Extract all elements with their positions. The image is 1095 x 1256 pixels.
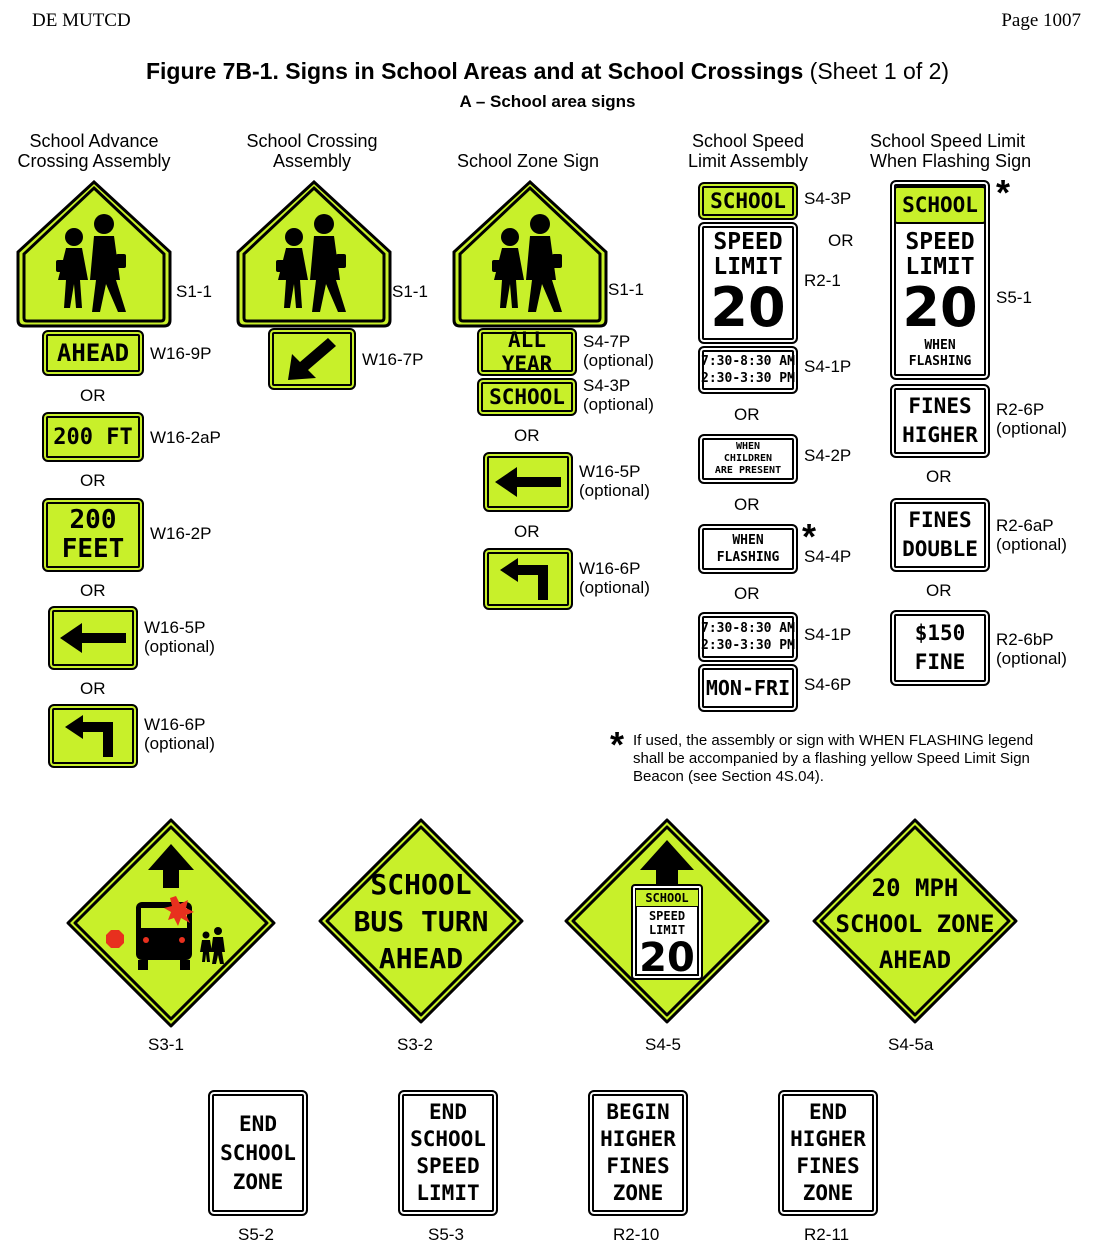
times-plaque-1-line1: 7:30-8:30 AM bbox=[701, 354, 795, 369]
begin-higher-fines-zone-sign bbox=[588, 1090, 688, 1216]
times-plaque-1-line2: 2:30-3:30 PM bbox=[701, 371, 795, 386]
s51-value: 20 bbox=[902, 276, 978, 339]
all-year-optional: (optional) bbox=[583, 351, 654, 370]
col1-heading-line1: School Advance bbox=[29, 131, 159, 151]
col1-turn-code-text: W16-6P bbox=[144, 715, 206, 734]
fine-150-optional: (optional) bbox=[996, 649, 1067, 668]
s3-1-code: S3-1 bbox=[148, 1035, 184, 1054]
end-higher-fines-zone-sign bbox=[778, 1090, 878, 1216]
times-plaque-2-line2: 2:30-3:30 PM bbox=[701, 638, 795, 653]
col4-or-1: OR bbox=[734, 405, 760, 424]
s4-5-limit: LIMIT bbox=[648, 923, 686, 937]
children-line3: ARE PRESENT bbox=[714, 465, 782, 476]
left-turn-arrow-icon bbox=[498, 556, 558, 602]
s4-5-speed-panel bbox=[631, 884, 703, 980]
s4-5-speed: SPEED bbox=[648, 909, 686, 923]
200-feet-plaque-code: W16-2P bbox=[150, 524, 212, 543]
fine-150-code-text: R2-6bP bbox=[996, 630, 1054, 649]
flashing-plaque-code: S4-4P bbox=[804, 547, 852, 566]
s4-5-value: 20 bbox=[639, 935, 695, 981]
footnote-asterisk-icon: * bbox=[610, 724, 625, 765]
speed-limit-sign-r2-1 bbox=[698, 222, 798, 344]
col1-heading-line2: Crossing Assembly bbox=[17, 151, 171, 171]
s3-2-code: S3-2 bbox=[397, 1035, 433, 1054]
asterisk-icon: * bbox=[996, 172, 1011, 213]
r2-10-line4: ZONE bbox=[612, 1181, 664, 1205]
s51-code: S5-1 bbox=[996, 288, 1032, 307]
speed-limit-value: 20 bbox=[710, 276, 786, 339]
s5-2-line1: END bbox=[239, 1111, 277, 1136]
school-plaque-col3-text: SCHOOL bbox=[489, 385, 565, 409]
ahead-plaque bbox=[42, 330, 144, 376]
col5-or-1: OR bbox=[926, 467, 952, 486]
col3-turn-optional: (optional) bbox=[579, 578, 650, 597]
col1-turn-code bbox=[144, 715, 215, 753]
school-crossing-pentagon-sign-col1 bbox=[16, 180, 172, 328]
left-arrow-plaque-col1 bbox=[48, 606, 138, 670]
col3-heading: School Zone Sign bbox=[456, 151, 600, 171]
fine-150-plaque bbox=[890, 610, 990, 686]
200-ft-plaque-text: 200 FT bbox=[53, 424, 133, 450]
s5-3-line3: SPEED bbox=[416, 1154, 480, 1178]
s4-5a-legend bbox=[812, 870, 1018, 978]
200-feet-line1: 200 bbox=[69, 505, 117, 535]
s51-limit: LIMIT bbox=[905, 254, 975, 280]
fine-150-code bbox=[996, 630, 1067, 668]
footnote-line3: Beacon (see Section 4S.04). bbox=[633, 768, 824, 785]
col1-or-1: OR bbox=[80, 386, 106, 405]
footnote-text bbox=[633, 732, 1033, 786]
r2-11-line1: END bbox=[809, 1100, 847, 1124]
s4-5a-line2: SCHOOL ZONE bbox=[835, 910, 995, 938]
s51-when: WHEN bbox=[924, 338, 956, 353]
left-arrow-icon bbox=[58, 621, 128, 655]
speed-limit-code: R2-1 bbox=[804, 271, 841, 290]
school-zone-pentagon-sign bbox=[452, 180, 608, 328]
s3-2-line1: SCHOOL bbox=[370, 868, 472, 901]
left-arrow-plaque-col3 bbox=[483, 452, 573, 512]
col1-arrow-code bbox=[144, 618, 215, 656]
s5-2-line2: SCHOOL bbox=[220, 1140, 296, 1165]
school-bus-stop-ahead-sign bbox=[66, 818, 276, 1028]
s4-5-school: SCHOOL bbox=[645, 891, 689, 905]
col1-arrow-code-text: W16-5P bbox=[144, 618, 206, 637]
r2-11-line2: HIGHER bbox=[790, 1127, 866, 1151]
end-school-speed-limit-sign bbox=[398, 1090, 498, 1216]
r2-11-code: R2-11 bbox=[804, 1225, 850, 1244]
fines-double-line1: FINES bbox=[908, 508, 972, 532]
school-plaque-col4-code: S4-3P bbox=[804, 189, 852, 208]
col3-or-2: OR bbox=[514, 522, 540, 541]
200-feet-plaque bbox=[42, 498, 144, 572]
col1-or-3: OR bbox=[80, 581, 106, 600]
col3-turn-code-text: W16-6P bbox=[579, 559, 641, 578]
footnote-line1: If used, the assembly or sign with WHEN FLASHING legend bbox=[633, 732, 1034, 749]
col4-or-3: OR bbox=[734, 584, 760, 603]
s3-2-line2: BUS TURN bbox=[353, 905, 489, 938]
fines-higher-line1: FINES bbox=[908, 394, 972, 418]
speed-limit-line2: LIMIT bbox=[713, 254, 783, 280]
r2-10-code: R2-10 bbox=[613, 1225, 660, 1244]
school-band bbox=[894, 186, 986, 224]
r2-10-line2: HIGHER bbox=[600, 1127, 676, 1151]
school-bus-icon bbox=[136, 896, 194, 970]
school-crossing-pentagon-sign-col2 bbox=[236, 180, 392, 328]
col1-turn-optional: (optional) bbox=[144, 734, 215, 753]
s5-3-line1: END bbox=[429, 1100, 467, 1124]
s5-2-line3: ZONE bbox=[232, 1169, 284, 1194]
fines-double-code bbox=[996, 516, 1067, 554]
flashing-line2: FLASHING bbox=[716, 550, 780, 565]
header-page-number: Page 1007 bbox=[1001, 10, 1081, 31]
diagonal-arrow-plaque bbox=[268, 328, 356, 390]
flashing-line1: WHEN bbox=[732, 533, 764, 548]
times-plaque-1 bbox=[698, 346, 798, 394]
turn-arrow-plaque-col1 bbox=[48, 704, 138, 768]
stop-sign-icon bbox=[106, 930, 124, 948]
col2-heading bbox=[232, 131, 392, 171]
end-school-zone-sign bbox=[208, 1090, 308, 1216]
fines-higher-code bbox=[996, 400, 1067, 438]
s4-5-school-band bbox=[635, 889, 699, 907]
200-ft-plaque-code: W16-2aP bbox=[150, 428, 221, 447]
col4-heading-line1: School Speed bbox=[691, 131, 805, 151]
mon-fri-text: MON-FRI bbox=[705, 676, 791, 700]
r2-10-line1: BEGIN bbox=[606, 1100, 670, 1124]
diagonal-arrow-code: W16-7P bbox=[362, 350, 424, 369]
20-mph-school-zone-ahead-sign bbox=[812, 818, 1018, 1024]
col1-or-2: OR bbox=[80, 471, 106, 490]
all-year-text: ALL YEAR bbox=[501, 328, 553, 376]
speed-limit-line1: SPEED bbox=[713, 229, 783, 255]
fines-higher-plaque bbox=[890, 384, 990, 458]
ahead-plaque-text: AHEAD bbox=[56, 339, 130, 367]
school-speed-limit-ahead-sign bbox=[564, 818, 770, 1024]
left-turn-arrow-icon bbox=[63, 713, 123, 759]
col3-arrow-optional: (optional) bbox=[579, 481, 650, 500]
figure-subtitle: A – School area signs bbox=[459, 92, 636, 111]
school-bus-turn-ahead-sign bbox=[318, 818, 524, 1024]
s3-2-legend bbox=[318, 866, 524, 977]
school-speed-limit-when-flashing-sign bbox=[890, 180, 990, 380]
times-plaque-2-line1: 7:30-8:30 AM bbox=[701, 621, 795, 636]
fines-double-plaque bbox=[890, 498, 990, 572]
s4-5a-line3: AHEAD bbox=[878, 946, 952, 974]
figure-title bbox=[0, 58, 1095, 85]
col3-turn-code bbox=[579, 559, 650, 597]
figure-title-rest: (Sheet 1 of 2) bbox=[803, 58, 950, 84]
asterisk-icon: * bbox=[802, 516, 817, 557]
footnote-line2: shall be accompanied by a flashing yellow Speed Limit Sign bbox=[633, 750, 1030, 767]
children-line1: WHEN bbox=[735, 441, 761, 452]
col1-or-4: OR bbox=[80, 679, 106, 698]
mon-fri-code: S4-6P bbox=[804, 675, 852, 694]
col4-or-2: OR bbox=[734, 495, 760, 514]
col1-heading bbox=[8, 131, 180, 171]
mon-fri-plaque bbox=[698, 664, 798, 712]
when-children-present-plaque bbox=[698, 434, 798, 484]
col5-heading-line2: When Flashing Sign bbox=[870, 151, 1032, 171]
s5-3-line2: SCHOOL bbox=[410, 1127, 486, 1151]
col5-heading-line1: School Speed Limit bbox=[870, 131, 1026, 151]
fines-double-optional: (optional) bbox=[996, 535, 1067, 554]
fines-higher-code-text: R2-6P bbox=[996, 400, 1045, 419]
children-plaque-code: S4-2P bbox=[804, 446, 852, 465]
col3-arrow-code-text: W16-5P bbox=[579, 462, 641, 481]
200-feet-line2: FEET bbox=[61, 534, 125, 564]
times-plaque-2 bbox=[698, 612, 798, 662]
col5-heading bbox=[870, 131, 1060, 171]
times-plaque-1-code: S4-1P bbox=[804, 357, 852, 376]
r2-11-line3: FINES bbox=[796, 1154, 860, 1178]
col2-heading-line2: Assembly bbox=[272, 151, 352, 171]
200-ft-plaque bbox=[42, 412, 144, 462]
s5-3-line4: LIMIT bbox=[416, 1181, 480, 1205]
col3-or-1: OR bbox=[514, 426, 540, 445]
s51-speed: SPEED bbox=[905, 229, 975, 255]
s51-flashing: FLASHING bbox=[908, 354, 972, 369]
s5-3-code: S5-3 bbox=[428, 1225, 464, 1244]
children-line2: CHILDREN bbox=[723, 453, 773, 464]
r2-11-line4: ZONE bbox=[802, 1181, 854, 1205]
col3-s1-code: S1-1 bbox=[608, 280, 644, 299]
fines-double-code-text: R2-6aP bbox=[996, 516, 1054, 535]
s51-school-text: SCHOOL bbox=[902, 193, 978, 217]
col1-arrow-optional: (optional) bbox=[144, 637, 215, 656]
school-plaque-col3-code-text: S4-3P bbox=[583, 376, 631, 395]
s4-5a-line1: 20 MPH bbox=[871, 874, 959, 902]
s4-5a-code: S4-5a bbox=[888, 1035, 934, 1054]
school-plaque-col3-optional: (optional) bbox=[583, 395, 654, 414]
col4-heading-line2: Limit Assembly bbox=[687, 151, 809, 171]
fines-double-line2: DOUBLE bbox=[902, 537, 978, 561]
s3-2-line3: AHEAD bbox=[378, 942, 464, 975]
col4-heading bbox=[676, 131, 820, 171]
turn-arrow-plaque-col3 bbox=[483, 548, 573, 610]
fines-higher-optional: (optional) bbox=[996, 419, 1067, 438]
when-flashing-plaque bbox=[698, 524, 798, 574]
col5-or-2: OR bbox=[926, 581, 952, 600]
fine-150-line1: $150 bbox=[914, 621, 966, 645]
all-year-code-text: S4-7P bbox=[583, 332, 631, 351]
all-year-code bbox=[583, 332, 654, 370]
left-arrow-icon bbox=[493, 465, 563, 499]
fine-150-line2: FINE bbox=[914, 650, 966, 674]
fines-higher-line2: HIGHER bbox=[902, 423, 978, 447]
s5-2-code: S5-2 bbox=[238, 1225, 274, 1244]
all-year-plaque bbox=[477, 328, 577, 376]
diagonal-down-left-arrow-icon bbox=[284, 336, 340, 382]
col4-or-top: OR bbox=[828, 231, 854, 250]
school-plaque-col4-text: SCHOOL bbox=[710, 189, 786, 213]
r2-10-line3: FINES bbox=[606, 1154, 670, 1178]
ahead-plaque-code: W16-9P bbox=[150, 344, 212, 363]
col2-s1-code: S1-1 bbox=[392, 282, 428, 301]
times-plaque-2-code: S4-1P bbox=[804, 625, 852, 644]
school-plaque-col4 bbox=[698, 182, 798, 220]
header-left: DE MUTCD bbox=[32, 10, 131, 31]
school-plaque-col3 bbox=[477, 378, 577, 416]
col2-heading-line1: School Crossing bbox=[246, 131, 378, 151]
col3-arrow-code bbox=[579, 462, 650, 500]
s4-5-code: S4-5 bbox=[645, 1035, 681, 1054]
figure-title-bold: Figure 7B-1. Signs in School Areas and at School Crossings bbox=[145, 58, 804, 84]
school-plaque-col3-code bbox=[583, 376, 654, 414]
col1-s1-code: S1-1 bbox=[176, 282, 212, 301]
